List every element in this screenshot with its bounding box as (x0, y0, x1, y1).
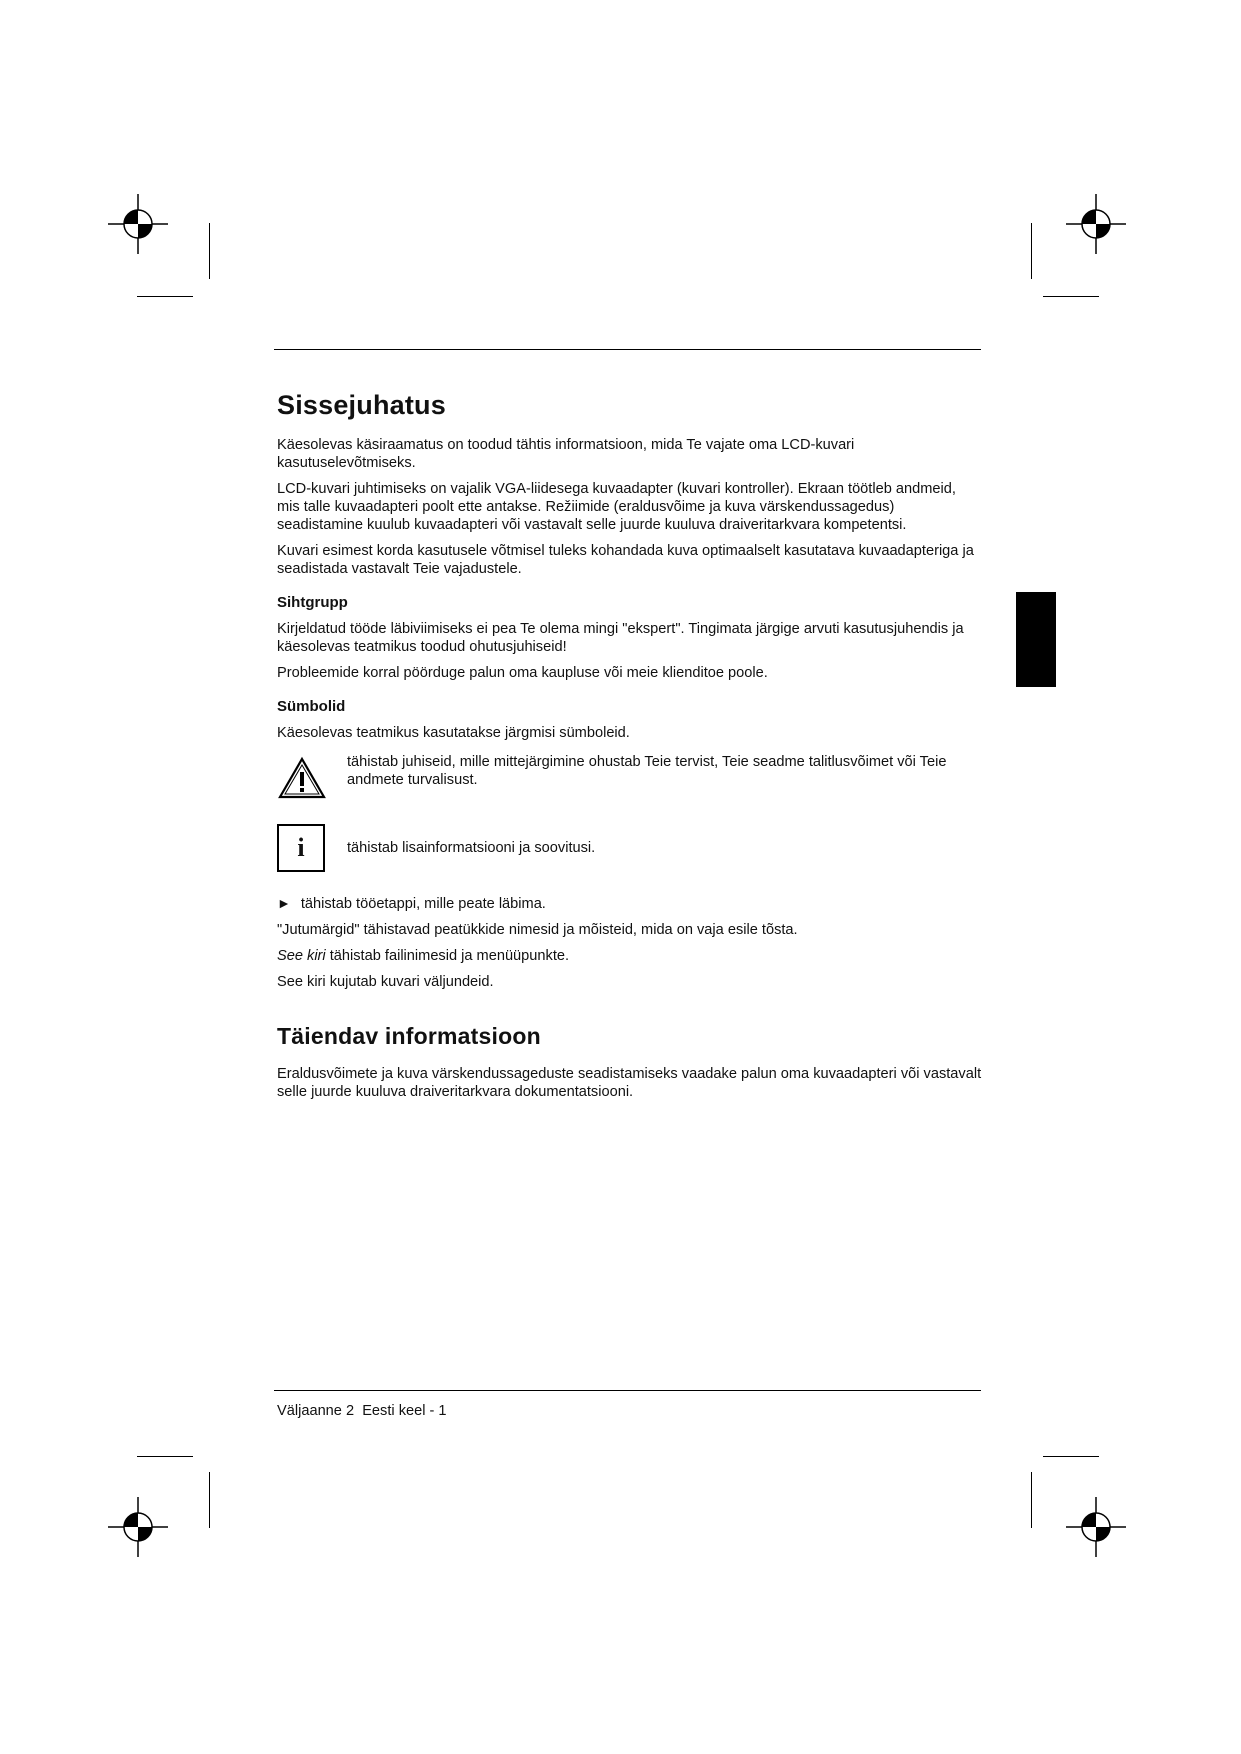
intro-paragraph-3: Kuvari esimest korda kasutusele võtmisel tuleks kohandada kuva optimaalselt kasutatava kuvaadapteriga ja seadistada vastavalt Teie vajadustele. (277, 543, 974, 577)
more-paragraph-1: Eraldusvõimete ja kuva värskendussageduste seadistamiseks vaadake palun oma kuvaadapteri või vastavalt selle juurde kuuluva draiveritarkvara dokumentatsiooni. (277, 1066, 982, 1100)
target-paragraph-2: Probleemide korral pöörduge palun oma kaupluse või meie klienditoe poole. (277, 665, 768, 681)
heading-more-info: Täiendav informatsioon (277, 1023, 541, 1049)
step-arrow-icon: ► (277, 895, 291, 911)
intro-paragraph-2: LCD-kuvari juhtimiseks on vajalik VGA-liidesega kuvaadapter (kuvari kontroller). Ekraan töötleb andmeid, mis talle kuvaadapteri poolt ette antakse. Režiimide (eraldusvõime ja kuva värskendussagedus) seadistamine kuulub kuvaadapteri või vastavalt selle juurde kuuluva draiveritarkvara kompetentsi. (277, 481, 956, 533)
target-paragraph-1: Kirjeldatud tööde läbiviimiseks ei pea Te olema mingi "ekspert". Tingimata järgige arvuti kasutusjuhendis ja käesolevas teatmikus toodud ohutusjuhiseid! (277, 621, 964, 655)
output-line: See kiri kujutab kuvari väljundeid. (277, 974, 494, 990)
registration-mark-bottom-right (1066, 1497, 1126, 1557)
heading-intro: Sissejuhatus (277, 390, 446, 420)
symbol-warning-text: tähistab juhiseid, mille mittejärgimine ohustab Teie tervist, Teie seadme talitlusvõimet või Teie andmete turvalisust. (347, 754, 947, 788)
registration-mark-bottom-left (108, 1497, 168, 1557)
registration-mark-top-right (1066, 194, 1126, 254)
heading-symbols: Sümbolid (277, 698, 346, 715)
heading-target-group: Sihtgrupp (277, 594, 348, 611)
italic-text: tähistab failinimesid ja menüüpunkte. (329, 948, 570, 964)
quotes-line: "Jutumärgid" tähistavad peatükkide nimesid ja mõisteid, mida on vaja esile tõsta. (277, 922, 798, 938)
registration-mark-top-left (108, 194, 168, 254)
crop-mark-bottom-left-v (209, 1472, 210, 1528)
symbol-info-text: tähistab lisainformatsiooni ja soovitusi. (347, 840, 596, 856)
symbol-info-row (277, 824, 982, 872)
crop-mark-top-right-h (1043, 296, 1099, 297)
crop-mark-bottom-left-h (137, 1456, 193, 1457)
crop-mark-top-left-v (209, 223, 210, 279)
info-icon: i (277, 824, 325, 872)
page-footer: Väljaanne 2 Eesti keel - 1 (277, 1403, 447, 1419)
crop-mark-top-right-v (1031, 223, 1032, 279)
crop-mark-bottom-right-h (1043, 1456, 1099, 1457)
italic-sample: See kiri (277, 948, 326, 964)
chapter-thumb-tab (1016, 592, 1056, 687)
header-rule (274, 349, 981, 350)
symbol-warning-row (277, 756, 982, 800)
page-content (277, 388, 982, 1109)
warning-triangle-icon (277, 756, 327, 800)
step-line (277, 894, 982, 913)
intro-paragraph-1: Käesolevas käsiraamatus on toodud tähtis informatsioon, mida Te vajate oma LCD-kuvari kasutuselevõtmiseks. (277, 437, 855, 471)
italic-line (277, 947, 982, 965)
crop-mark-bottom-right-v (1031, 1472, 1032, 1528)
crop-mark-top-left-h (137, 296, 193, 297)
symbols-intro: Käesolevas teatmikus kasutatakse järgmisi sümboleid. (277, 725, 630, 741)
step-text: tähistab tööetappi, mille peate läbima. (300, 896, 546, 912)
footer-rule (274, 1390, 981, 1391)
